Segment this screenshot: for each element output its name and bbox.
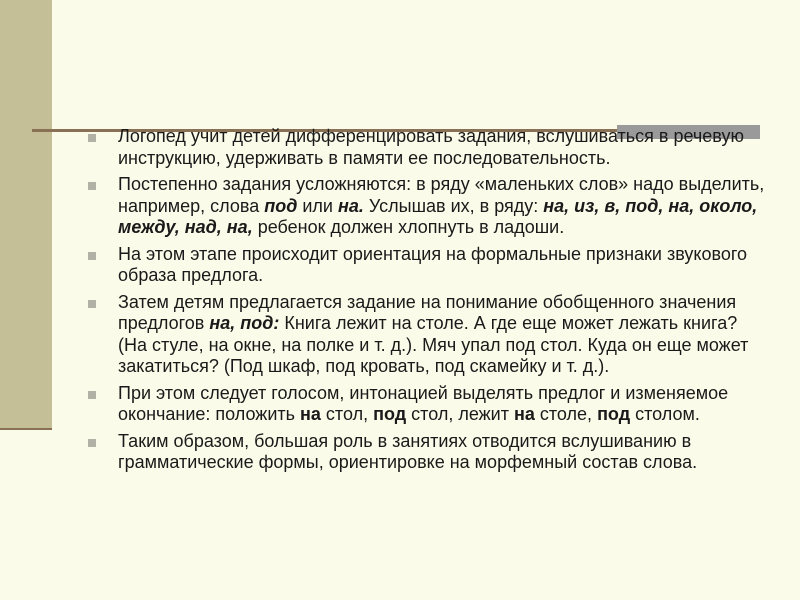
emphasized-text: на, из, в, под, на, около, между, над, на, [118,195,758,237]
bullet-item [88,174,768,239]
text-run: При этом следует голосом, интонацией выделять предлог и изменяемое окончание: положить [118,382,729,424]
square-bullet-icon [88,182,96,190]
text-run: или [297,195,338,216]
text-run: На этом этапе происходит ориентация на формальные признаки звукового образа предлога. [118,243,748,285]
text-run: Затем детям предлагается задание на понимание обобщенного значения предлогов [118,291,737,333]
text-run: Услышав их, в ряду: [363,195,544,216]
bullet-text [118,126,744,168]
square-bullet-icon [88,439,96,447]
side-decor-bar [0,0,52,428]
emphasized-text: под [597,404,631,424]
emphasized-text: на. [338,195,364,216]
text-run: ребенок должен хлопнуть в ладоши. [252,217,565,237]
bullet-item [88,292,768,378]
text-run: Постепенно задания усложняются: в ряду «маленьких слов» надо выделить, например, слова [118,174,765,216]
bullet-text [118,431,697,473]
bullet-item [88,431,768,474]
emphasized-text: под [373,404,407,424]
text-run: Таким образом, большая роль в занятиях отводится вслушиванию в грамматические формы, ориентировке на морфемный состав слова. [118,430,698,472]
text-run: стол, [320,404,374,424]
square-bullet-icon [88,134,96,142]
bullet-list [88,126,768,479]
emphasized-text: на, под: [209,313,280,333]
bullet-text [118,174,764,237]
bullet-item [88,126,768,169]
emphasized-text: на [300,404,321,424]
text-run: Логопед учит детей дифференцировать задания, вслушиваться в речевую инструкцию, удерживать в памяти ее последовательность. [118,126,744,168]
text-run: стол, лежит [406,404,514,424]
text-run: столе, [534,404,598,424]
emphasized-text: под [264,195,298,216]
bullet-item [88,383,768,426]
text-run: Книга лежит на столе. А где еще может лежать книга? (На стуле, на окне, на полке и т. д.). Мяч упал под стол. Куда он еще может закатиться? (Под шкаф, под кровать, под скамейку и т. д.). [118,313,749,376]
emphasized-text: на [513,404,535,424]
bullet-text [118,383,728,425]
bullet-text [118,292,748,377]
bullet-text [118,244,747,286]
text-run: столом. [630,404,700,424]
bullet-item [88,244,768,287]
square-bullet-icon [88,252,96,260]
square-bullet-icon [88,391,96,399]
side-decor-line [0,428,52,430]
square-bullet-icon [88,300,96,308]
